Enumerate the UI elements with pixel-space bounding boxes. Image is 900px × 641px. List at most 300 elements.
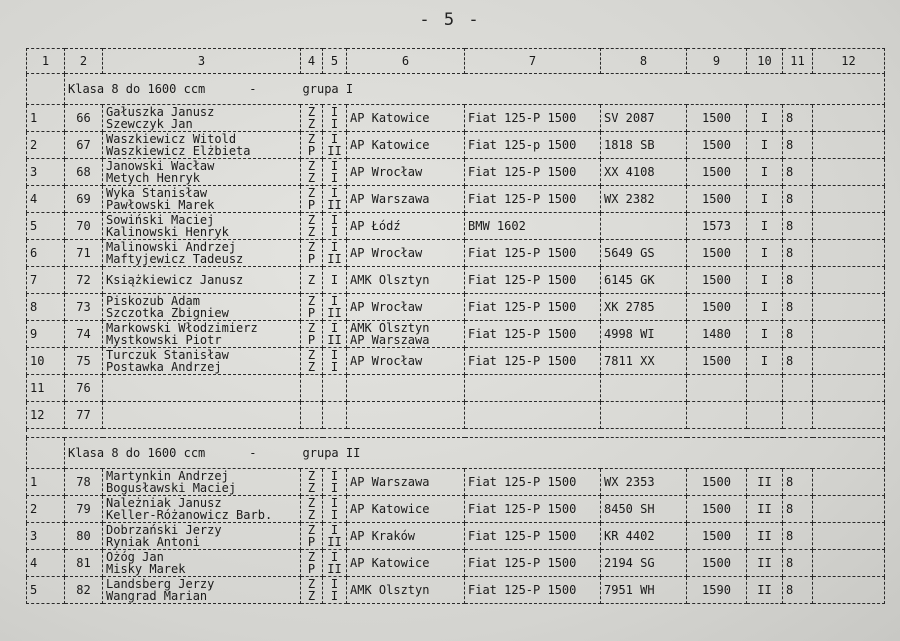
- crew-names-line: Keller-Różanowicz Barb.: [106, 508, 273, 522]
- car-model: BMW 1602: [465, 213, 601, 240]
- start-number: 67: [65, 132, 103, 159]
- engine-ccm: 1480: [687, 321, 747, 348]
- crew-names-line: Martynkin Andrzej: [106, 469, 229, 483]
- licence-col5-line: II: [327, 144, 342, 158]
- licence-col5-line: I: [330, 171, 339, 185]
- licence-col5-line: II: [327, 333, 342, 347]
- engine-ccm: 1500: [687, 469, 747, 496]
- crew-names: [103, 375, 301, 402]
- licence-col5-line: I: [330, 523, 339, 537]
- group-col10: II: [747, 496, 783, 523]
- registration: KR 4402: [601, 523, 687, 550]
- licence-col4: [301, 294, 323, 321]
- empty-col12: [813, 577, 885, 604]
- licence-col4-line: P: [307, 198, 316, 212]
- registration: 7951 WH: [601, 577, 687, 604]
- registration: [601, 213, 687, 240]
- crew-names-line: Malinowski Andrzej: [106, 240, 237, 254]
- empty-col12: [813, 375, 885, 402]
- crew-names-line: Wyka Stanisław: [106, 186, 208, 200]
- engine-ccm: 1500: [687, 240, 747, 267]
- engine-ccm: 1500: [687, 105, 747, 132]
- start-number: 68: [65, 159, 103, 186]
- empty-col12: [813, 496, 885, 523]
- licence-col5: [323, 348, 347, 375]
- crew-names-line: Sowiński Maciej: [106, 213, 215, 227]
- licence-col5-line: I: [330, 321, 339, 335]
- table-row: [27, 105, 885, 132]
- club: [347, 402, 465, 429]
- licence-col4: [301, 132, 323, 159]
- crew-names-line: Gałuszka Janusz: [106, 105, 215, 119]
- empty-col12: [813, 523, 885, 550]
- licence-col4-line: Z: [307, 496, 316, 510]
- licence-col4-line: Z: [307, 589, 316, 603]
- empty-col12: [813, 186, 885, 213]
- licence-col5-line: II: [327, 306, 342, 320]
- registration: WX 2353: [601, 469, 687, 496]
- licence-col5-line: I: [330, 469, 339, 483]
- group-col10: [747, 402, 783, 429]
- group-label: grupa II: [302, 446, 361, 460]
- car-model: Fiat 125-P 1500: [465, 240, 601, 267]
- licence-col4: [301, 577, 323, 604]
- club: AP Katowice: [347, 132, 465, 159]
- row-number: 6: [27, 240, 65, 267]
- engine-ccm: 1500: [687, 132, 747, 159]
- table-row: [27, 402, 885, 429]
- licence-col4: [301, 375, 323, 402]
- crew-names: [103, 523, 301, 550]
- crew-names: [103, 186, 301, 213]
- engine-ccm: 1500: [687, 294, 747, 321]
- column-header: 2: [65, 49, 103, 74]
- licence-col5-line: II: [327, 252, 342, 266]
- section-header-row: [27, 438, 885, 469]
- start-number: 66: [65, 105, 103, 132]
- engine-ccm: 1500: [687, 550, 747, 577]
- column-header: 12: [813, 49, 885, 74]
- section-dash: -: [249, 82, 257, 96]
- class-col11: 8: [783, 159, 813, 186]
- licence-col4-line: P: [307, 252, 316, 266]
- licence-col5-line: I: [330, 550, 339, 564]
- class-col11: [783, 402, 813, 429]
- crew-names-line: Kalinowski Henryk: [106, 225, 229, 239]
- licence-col5: [323, 186, 347, 213]
- section-empty: [27, 74, 65, 105]
- row-number: 4: [27, 550, 65, 577]
- start-number: 76: [65, 375, 103, 402]
- crew-names: [103, 132, 301, 159]
- registration: 4998 WI: [601, 321, 687, 348]
- licence-col4: [301, 186, 323, 213]
- start-number: 73: [65, 294, 103, 321]
- group-col10: I: [747, 240, 783, 267]
- group-col10: II: [747, 577, 783, 604]
- registration: 2194 SG: [601, 550, 687, 577]
- empty-col12: [813, 550, 885, 577]
- group-col10: I: [747, 294, 783, 321]
- licence-col4-line: P: [307, 562, 316, 576]
- row-number: 9: [27, 321, 65, 348]
- club: AMK Olsztyn: [347, 577, 465, 604]
- club: AP Kraków: [347, 523, 465, 550]
- licence-col5-line: I: [330, 132, 339, 146]
- registration: 6145 GK: [601, 267, 687, 294]
- table-row: [27, 523, 885, 550]
- licence-col5-line: I: [330, 159, 339, 173]
- licence-col4-line: P: [307, 306, 316, 320]
- licence-col5: [323, 267, 347, 294]
- licence-col5: [323, 294, 347, 321]
- club-line: AP Warszawa: [350, 333, 430, 347]
- club: AP Katowice: [347, 496, 465, 523]
- group-col10: I: [747, 105, 783, 132]
- licence-col4-line: Z: [307, 240, 316, 254]
- table-row: [27, 186, 885, 213]
- crew-names: [103, 469, 301, 496]
- group-col10: I: [747, 348, 783, 375]
- licence-col5: [323, 523, 347, 550]
- table-row: [27, 469, 885, 496]
- table-row: [27, 132, 885, 159]
- licence-col4: [301, 348, 323, 375]
- class-col11: 8: [783, 240, 813, 267]
- crew-names-line: Waszkiewicz Witold: [106, 132, 237, 146]
- table-row: [27, 496, 885, 523]
- table-row: [27, 159, 885, 186]
- empty-col12: [813, 213, 885, 240]
- car-model: [465, 402, 601, 429]
- spacer-cell: [27, 429, 885, 438]
- class-col11: [783, 375, 813, 402]
- section-label-cell: [65, 438, 885, 469]
- licence-col4: [301, 240, 323, 267]
- car-model: Fiat 125-P 1500: [465, 267, 601, 294]
- group-col10: I: [747, 132, 783, 159]
- class-col11: 8: [783, 213, 813, 240]
- club: AP Katowice: [347, 105, 465, 132]
- empty-col12: [813, 469, 885, 496]
- licence-col4-line: Z: [307, 523, 316, 537]
- row-number: 5: [27, 577, 65, 604]
- licence-col4: [301, 105, 323, 132]
- licence-col5-line: II: [327, 535, 342, 549]
- table-body: [27, 49, 885, 604]
- class-col11: 8: [783, 577, 813, 604]
- crew-names-line: Szewczyk Jan: [106, 117, 193, 131]
- licence-col4-line: Z: [307, 132, 316, 146]
- class-label: Klasa 8 do 1600 ccm: [68, 446, 206, 460]
- crew-names-line: Waszkiewicz Elżbieta: [106, 144, 251, 158]
- car-model: Fiat 125-P 1500: [465, 159, 601, 186]
- licence-col5-line: I: [330, 577, 339, 591]
- column-header: 5: [323, 49, 347, 74]
- licence-col4: [301, 321, 323, 348]
- group-col10: I: [747, 159, 783, 186]
- start-number: 74: [65, 321, 103, 348]
- class-label: Klasa 8 do 1600 ccm: [68, 82, 206, 96]
- crew-names-line: Bogusławski Maciej: [106, 481, 237, 495]
- car-model: Fiat 125-P 1500: [465, 496, 601, 523]
- registration: [601, 375, 687, 402]
- empty-col12: [813, 132, 885, 159]
- licence-col4: [301, 159, 323, 186]
- class-col11: 8: [783, 267, 813, 294]
- club: AMK Olsztyn: [347, 267, 465, 294]
- start-number: 71: [65, 240, 103, 267]
- crew-names: [103, 321, 301, 348]
- crew-names: [103, 267, 301, 294]
- club: [347, 321, 465, 348]
- row-number: 10: [27, 348, 65, 375]
- licence-col4: [301, 550, 323, 577]
- licence-col5-line: I: [330, 496, 339, 510]
- crew-names: [103, 348, 301, 375]
- row-number: 12: [27, 402, 65, 429]
- crew-names: [103, 213, 301, 240]
- club: AP Wrocław: [347, 240, 465, 267]
- crew-names-line: Misky Marek: [106, 562, 186, 576]
- column-header: 10: [747, 49, 783, 74]
- class-col11: 8: [783, 321, 813, 348]
- group-col10: II: [747, 550, 783, 577]
- column-header: 9: [687, 49, 747, 74]
- registration: 7811 XX: [601, 348, 687, 375]
- empty-col12: [813, 267, 885, 294]
- row-number: 4: [27, 186, 65, 213]
- crew-names: [103, 550, 301, 577]
- row-number: 2: [27, 496, 65, 523]
- licence-col5: [323, 159, 347, 186]
- group-col10: II: [747, 523, 783, 550]
- empty-col12: [813, 348, 885, 375]
- licence-col5: [323, 213, 347, 240]
- licence-col5: [323, 132, 347, 159]
- licence-col5-line: I: [330, 213, 339, 227]
- table-row: [27, 213, 885, 240]
- registration: XK 2785: [601, 294, 687, 321]
- start-number: 80: [65, 523, 103, 550]
- group-col10: I: [747, 186, 783, 213]
- empty-col12: [813, 294, 885, 321]
- entry-list-table: [26, 48, 885, 604]
- crew-names: [103, 105, 301, 132]
- crew-names: [103, 496, 301, 523]
- licence-col5: [323, 469, 347, 496]
- crew-names-line: Landsberg Jerzy: [106, 577, 215, 591]
- crew-names-line: Ryniak Antoni: [106, 535, 200, 549]
- page-number: - 5 -: [419, 10, 481, 30]
- licence-col4: [301, 523, 323, 550]
- club: [347, 375, 465, 402]
- table-row: [27, 577, 885, 604]
- licence-col5: [323, 577, 347, 604]
- licence-col4-line: Z: [307, 273, 316, 287]
- crew-names-line: Szczotka Zbigniew: [106, 306, 229, 320]
- crew-names-line: Książkiewicz Janusz: [106, 273, 244, 287]
- car-model: Fiat 125-P 1500: [465, 105, 601, 132]
- crew-names: [103, 159, 301, 186]
- licence-col5-line: I: [330, 360, 339, 374]
- licence-col4-line: Z: [307, 171, 316, 185]
- licence-col5: [323, 240, 347, 267]
- licence-col4-line: Z: [307, 159, 316, 173]
- column-header: 6: [347, 49, 465, 74]
- crew-names-line: Maftyjewicz Tadeusz: [106, 252, 244, 266]
- crew-names-line: Wangrad Marian: [106, 589, 208, 603]
- crew-names-line: Należniak Janusz: [106, 496, 222, 510]
- crew-names-line: Piskozub Adam: [106, 294, 200, 308]
- club: AP Warszawa: [347, 469, 465, 496]
- club: AP Wrocław: [347, 159, 465, 186]
- licence-col5: [323, 375, 347, 402]
- licence-col4: [301, 496, 323, 523]
- crew-names-line: Janowski Wacław: [106, 159, 215, 173]
- engine-ccm: 1500: [687, 348, 747, 375]
- row-number: 5: [27, 213, 65, 240]
- licence-col5: [323, 321, 347, 348]
- class-col11: 8: [783, 469, 813, 496]
- club-line: AMK Olsztyn: [350, 321, 430, 335]
- licence-col4-line: Z: [307, 225, 316, 239]
- engine-ccm: 1500: [687, 186, 747, 213]
- licence-col5: [323, 105, 347, 132]
- car-model: Fiat 125-P 1500: [465, 523, 601, 550]
- class-col11: 8: [783, 294, 813, 321]
- registration: [601, 402, 687, 429]
- row-number: 8: [27, 294, 65, 321]
- licence-col5-line: I: [330, 240, 339, 254]
- row-number: 3: [27, 523, 65, 550]
- class-col11: 8: [783, 496, 813, 523]
- licence-col5-line: I: [330, 508, 339, 522]
- start-number: 77: [65, 402, 103, 429]
- crew-names-line: Turczuk Stanisław: [106, 348, 229, 362]
- table-row: [27, 294, 885, 321]
- empty-col12: [813, 402, 885, 429]
- licence-col4: [301, 469, 323, 496]
- group-col10: [747, 375, 783, 402]
- club: AP Wrocław: [347, 348, 465, 375]
- licence-col4-line: Z: [307, 186, 316, 200]
- registration: XX 4108: [601, 159, 687, 186]
- crew-names-line: Ożóg Jan: [106, 550, 164, 564]
- column-header: 11: [783, 49, 813, 74]
- start-number: 72: [65, 267, 103, 294]
- car-model: Fiat 125-P 1500: [465, 186, 601, 213]
- licence-col4-line: P: [307, 144, 316, 158]
- licence-col5-line: I: [330, 273, 339, 287]
- row-number: 1: [27, 469, 65, 496]
- table-row: [27, 550, 885, 577]
- crew-names-line: Pawłowski Marek: [106, 198, 215, 212]
- group-col10: I: [747, 267, 783, 294]
- class-col11: 8: [783, 550, 813, 577]
- registration: 5649 GS: [601, 240, 687, 267]
- engine-ccm: 1500: [687, 523, 747, 550]
- table-row: [27, 348, 885, 375]
- club: AP Warszawa: [347, 186, 465, 213]
- start-number: 69: [65, 186, 103, 213]
- licence-col4-line: P: [307, 535, 316, 549]
- column-header: 8: [601, 49, 687, 74]
- crew-names-line: Dobrzański Jerzy: [106, 523, 222, 537]
- crew-names-line: Postawka Andrzej: [106, 360, 222, 374]
- club: AP Wrocław: [347, 294, 465, 321]
- section-label-cell: [65, 74, 885, 105]
- crew-names: [103, 402, 301, 429]
- class-col11: 8: [783, 523, 813, 550]
- start-number: 70: [65, 213, 103, 240]
- crew-names-line: Metych Henryk: [106, 171, 200, 185]
- engine-ccm: [687, 402, 747, 429]
- licence-col5-line: I: [330, 481, 339, 495]
- table-row: [27, 267, 885, 294]
- engine-ccm: 1573: [687, 213, 747, 240]
- licence-col5-line: I: [330, 348, 339, 362]
- licence-col5-line: I: [330, 225, 339, 239]
- car-model: Fiat 125-P 1500: [465, 294, 601, 321]
- group-label: grupa I: [302, 82, 354, 96]
- crew-names: [103, 294, 301, 321]
- licence-col5-line: I: [330, 105, 339, 119]
- licence-col5: [323, 402, 347, 429]
- column-header: 3: [103, 49, 301, 74]
- licence-col4-line: Z: [307, 294, 316, 308]
- class-col11: 8: [783, 348, 813, 375]
- licence-col4-line: Z: [307, 577, 316, 591]
- table-row: [27, 375, 885, 402]
- class-col11: 8: [783, 132, 813, 159]
- row-number: 2: [27, 132, 65, 159]
- crew-names-line: Markowski Włodzimierz: [106, 321, 258, 335]
- licence-col5-line: I: [330, 117, 339, 131]
- car-model: Fiat 125-P 1500: [465, 550, 601, 577]
- column-header: 7: [465, 49, 601, 74]
- start-number: 78: [65, 469, 103, 496]
- licence-col4-line: Z: [307, 321, 316, 335]
- licence-col4-line: P: [307, 333, 316, 347]
- registration: 1818 SB: [601, 132, 687, 159]
- group-col10: I: [747, 213, 783, 240]
- registration: SV 2087: [601, 105, 687, 132]
- row-number: 1: [27, 105, 65, 132]
- car-model: Fiat 125-P 1500: [465, 321, 601, 348]
- start-number: 81: [65, 550, 103, 577]
- licence-col5: [323, 550, 347, 577]
- class-col11: 8: [783, 105, 813, 132]
- start-number: 75: [65, 348, 103, 375]
- class-col11: 8: [783, 186, 813, 213]
- licence-col5-line: I: [330, 589, 339, 603]
- car-model: [465, 375, 601, 402]
- group-col10: I: [747, 321, 783, 348]
- club: AP Katowice: [347, 550, 465, 577]
- car-model: Fiat 125-P 1500: [465, 577, 601, 604]
- group-col10: II: [747, 469, 783, 496]
- empty-col12: [813, 240, 885, 267]
- start-number: 79: [65, 496, 103, 523]
- licence-col5: [323, 496, 347, 523]
- licence-col4: [301, 267, 323, 294]
- licence-col5-line: I: [330, 186, 339, 200]
- crew-names: [103, 577, 301, 604]
- engine-ccm: 1500: [687, 159, 747, 186]
- licence-col5-line: I: [330, 294, 339, 308]
- engine-ccm: 1500: [687, 496, 747, 523]
